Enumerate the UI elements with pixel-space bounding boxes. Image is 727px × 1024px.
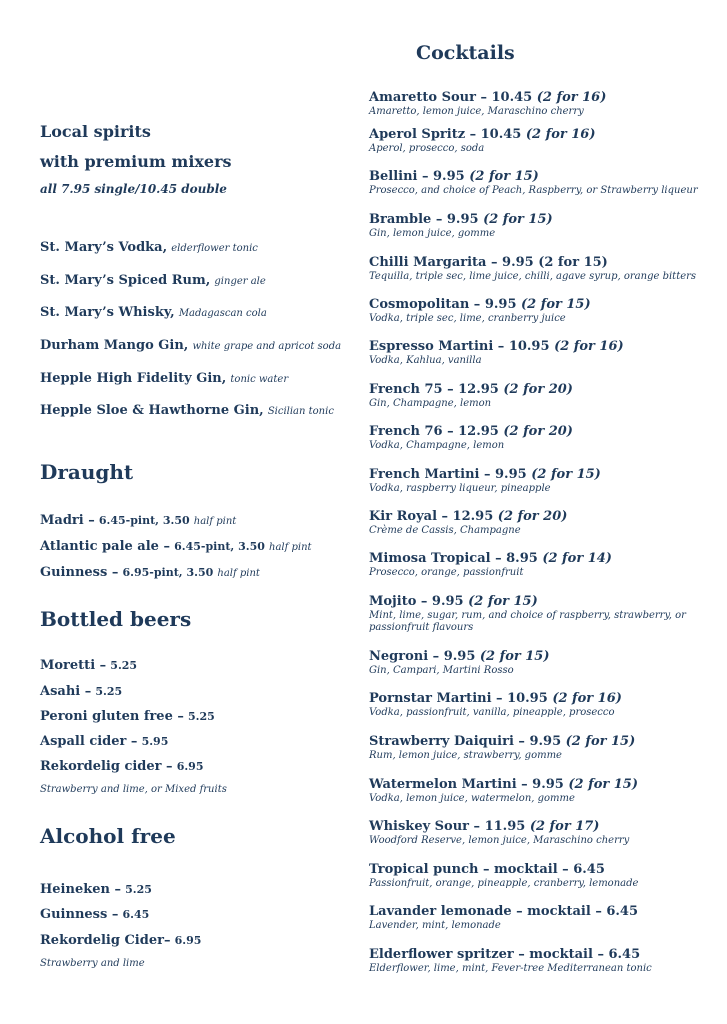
- bottled-item: Moretti – 5.25: [40, 658, 138, 673]
- bottled-item: Asahi – 5.25: [40, 684, 123, 699]
- cocktail-item: Mimosa Tropical – 8.95 (2 for 14) Prosecco, orange, passionfruit: [369, 551, 612, 578]
- spirit-item: Hepple Sloe & Hawthorne Gin, Sicilian tonic: [40, 403, 334, 418]
- bottled-item: Aspall cider – 5.95: [40, 734, 169, 749]
- cocktail-item: Amaretto Sour – 10.45 (2 for 16) Amaretto, lemon juice, Maraschino cherry: [369, 90, 607, 117]
- cocktail-item: Espresso Martini – 10.95 (2 for 16) Vodka, Kahlua, vanilla: [369, 339, 624, 366]
- cocktail-item: Aperol Spritz – 10.45 (2 for 16) Aperol, prosecco, soda: [369, 127, 596, 154]
- bottled-note: Strawberry and lime, or Mixed fruits: [40, 784, 227, 795]
- cocktail-item: Pornstar Martini – 10.95 (2 for 16) Vodka, passionfruit, vanilla, pineapple, prosecco: [369, 691, 622, 718]
- local-spirits-pricing: all 7.95 single/10.45 double: [40, 182, 227, 196]
- spirit-item: St. Mary’s Spiced Rum, ginger ale: [40, 273, 266, 288]
- bottled-item: Peroni gluten free – 5.25: [40, 709, 215, 724]
- cocktail-item: Mojito – 9.95 (2 for 15) Mint, lime, sugar, rum, and choice of raspberry, strawberry, or passionfruit flavours: [369, 594, 686, 633]
- draught-title: Draught: [40, 460, 134, 484]
- cocktail-item: Cosmopolitan – 9.95 (2 for 15) Vodka, triple sec, lime, cranberry juice: [369, 297, 591, 324]
- alcohol-free-title: Alcohol free: [40, 824, 176, 848]
- cocktail-item: Bramble – 9.95 (2 for 15) Gin, lemon juice, gomme: [369, 212, 553, 239]
- draught-item: Atlantic pale ale – 6.45-pint, 3.50 half pint: [40, 539, 312, 554]
- cocktails-title: Cocktails: [416, 42, 515, 64]
- draught-item: Guinness – 6.95-pint, 3.50 half pint: [40, 565, 260, 580]
- spirit-item: Hepple High Fidelity Gin, tonic water: [40, 371, 289, 386]
- cocktail-item: Watermelon Martini – 9.95 (2 for 15) Vodka, lemon juice, watermelon, gomme: [369, 777, 638, 804]
- cocktail-item: Whiskey Sour – 11.95 (2 for 17) Woodford Reserve, lemon juice, Maraschino cherry: [369, 819, 630, 846]
- cocktail-item: Bellini – 9.95 (2 for 15) Prosecco, and choice of Peach, Raspberry, or Strawberry liqueur: [369, 169, 698, 196]
- alcohol-free-item: Rekordelig Cider– 6.95: [40, 933, 202, 948]
- spirit-item: Durham Mango Gin, white grape and apricot soda: [40, 338, 342, 353]
- draught-item: Madri – 6.45-pint, 3.50 half pint: [40, 513, 237, 528]
- alcohol-free-item: Heineken – 5.25: [40, 882, 152, 897]
- cocktail-item: Elderflower spritzer – mocktail – 6.45 Elderflower, lime, mint, Fever-tree Mediterranean tonic: [369, 947, 652, 974]
- spirit-item: St. Mary’s Whisky, Madagascan cola: [40, 305, 267, 320]
- cocktail-item: French 75 – 12.95 (2 for 20) Gin, Champagne, lemon: [369, 382, 573, 409]
- bottled-beers-title: Bottled beers: [40, 607, 192, 631]
- cocktail-item: French Martini – 9.95 (2 for 15) Vodka, raspberry liqueur, pineapple: [369, 467, 601, 494]
- local-spirits-title-line1: Local spirits: [40, 122, 151, 141]
- cocktail-item: Lavander lemonade – mocktail – 6.45 Lavender, mint, lemonade: [369, 904, 639, 931]
- alcohol-free-item: Guinness – 6.45: [40, 907, 150, 922]
- local-spirits-title-line2: with premium mixers: [40, 152, 232, 171]
- cocktail-item: Tropical punch – mocktail – 6.45 Passionfruit, orange, pineapple, cranberry, lemonade: [369, 862, 639, 889]
- spirit-item: St. Mary’s Vodka, elderflower tonic: [40, 240, 258, 255]
- cocktail-item: Negroni – 9.95 (2 for 15) Gin, Campari, Martini Rosso: [369, 649, 550, 676]
- cocktail-item: Chilli Margarita – 9.95 (2 for 15) Tequilla, triple sec, lime juice, chilli, agave syrup, orange bitters: [369, 255, 697, 282]
- bottled-item: Rekordelig cider – 6.95: [40, 759, 204, 774]
- alcohol-free-note: Strawberry and lime: [40, 958, 145, 969]
- cocktail-item: Strawberry Daiquiri – 9.95 (2 for 15) Rum, lemon juice, strawberry, gomme: [369, 734, 636, 761]
- cocktail-item: French 76 – 12.95 (2 for 20) Vodka, Champagne, lemon: [369, 424, 573, 451]
- cocktail-item: Kir Royal – 12.95 (2 for 20) Crème de Cassis, Champagne: [369, 509, 568, 536]
